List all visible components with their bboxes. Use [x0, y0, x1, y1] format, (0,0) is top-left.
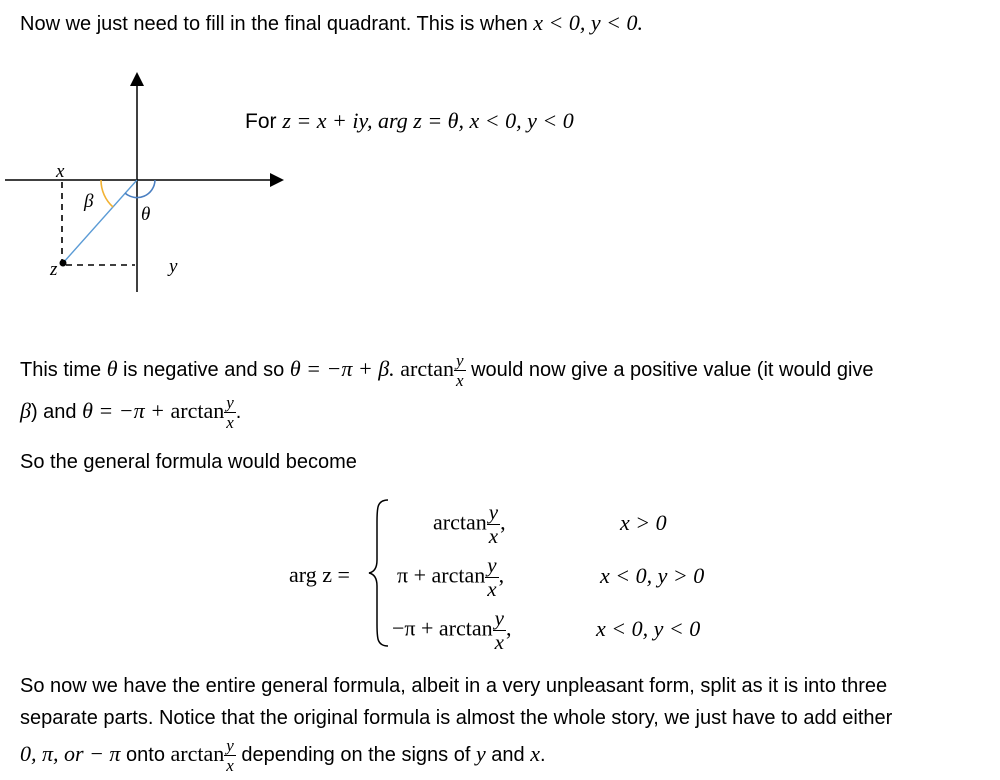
p1-frac2-num: y	[226, 393, 234, 412]
pw-row2-den: x	[487, 577, 497, 601]
pw-row2-fraction	[485, 555, 498, 600]
label-x: x	[56, 161, 65, 182]
pw-label: arg z =	[289, 562, 350, 587]
pw-row2-arctan: arctan	[431, 562, 486, 588]
p1-eq1: θ = −π + β.	[289, 355, 395, 381]
label-theta: θ	[141, 204, 151, 225]
p3-frac-den: x	[226, 756, 234, 775]
pw-row2-prefix: π +	[397, 562, 432, 588]
p1-text-c: would now give a positive value (it would give	[465, 358, 874, 381]
p1-fraction2	[224, 394, 236, 431]
for-lead: For	[245, 110, 283, 133]
p1-line2-end: .	[235, 400, 242, 423]
for-formula: z = x + iy, arg z = θ, x < 0, y < 0	[282, 108, 574, 133]
pw-row1-expr	[433, 502, 506, 547]
piecewise-formula	[0, 490, 1000, 660]
z-line	[63, 180, 137, 263]
p1-text-b: is negative and so	[117, 358, 290, 381]
p1-fraction	[454, 352, 466, 389]
beta-arc	[101, 180, 113, 207]
pw-row2-suffix: ,	[498, 562, 505, 588]
quadrant-diagram	[0, 60, 300, 305]
pw-row1-num: y	[488, 500, 499, 524]
para1-line2	[20, 394, 241, 431]
pw-row1-den: x	[488, 524, 499, 548]
p1-beta: β	[20, 397, 31, 423]
z-point	[60, 260, 67, 267]
pw-row2-num: y	[487, 553, 497, 577]
p1-frac2-den: x	[226, 413, 234, 432]
p1-eq2: θ = −π +	[82, 397, 171, 423]
p2-text: So the general formula would become	[20, 451, 357, 473]
p1-theta: θ	[106, 355, 118, 381]
pw-row3-den: x	[494, 630, 504, 654]
p3-and: and	[485, 743, 531, 766]
p3-frac-num: y	[226, 736, 234, 755]
pw-row1-arctan: arctan	[433, 509, 487, 535]
pw-row2-condition: x < 0, y > 0	[600, 563, 705, 588]
pw-row1-suffix: ,	[500, 509, 506, 535]
para3-line2	[20, 705, 892, 731]
p3-fraction	[224, 737, 236, 774]
intro-text: Now we just need to fill in the final quadrant. This is when	[20, 13, 534, 35]
label-y: y	[169, 256, 178, 277]
p3-text-b: depending on the signs of	[235, 743, 476, 766]
para1-line1	[20, 352, 874, 389]
p1-arctan: arctan	[400, 355, 454, 381]
p3-var-x: x	[530, 740, 540, 766]
p1-text-a: This time	[20, 358, 107, 381]
p1-frac-num: y	[455, 351, 464, 370]
pw-row3-condition: x < 0, y < 0	[596, 616, 701, 641]
pw-row3-arctan: arctan	[438, 615, 493, 641]
for-line	[245, 108, 574, 134]
para3-line3	[20, 737, 546, 774]
label-beta: β	[84, 191, 94, 212]
pw-row2-expr	[397, 555, 504, 600]
pw-row3-num: y	[494, 606, 504, 630]
p3-end: .	[539, 743, 546, 766]
pw-row1-condition: x > 0	[620, 510, 667, 535]
intro-line	[20, 10, 643, 37]
intro-condition: x < 0, y < 0.	[533, 10, 643, 35]
p3-values: 0, π, or − π	[20, 740, 121, 766]
p1-text-d: ) and	[30, 400, 83, 423]
p3-var-y: y	[475, 740, 486, 766]
p3-text-a: onto	[120, 743, 171, 766]
p3-line1: So now we have the entire general formula, albeit in a very unpleasant form, split as it is into three	[20, 675, 888, 697]
pw-row3-prefix: −π +	[392, 615, 439, 641]
p3-arctan: arctan	[170, 740, 225, 766]
para3-line1	[20, 673, 887, 699]
y-axis-arrow	[130, 72, 144, 86]
label-z: z	[50, 259, 58, 280]
p1-arctan2: arctan	[170, 397, 225, 423]
pw-row1-fraction	[487, 502, 500, 547]
para2-line	[20, 449, 357, 475]
pw-row3-fraction	[493, 608, 506, 653]
p3-line2: separate parts. Notice that the original formula is almost the whole story, we just have to add either	[20, 707, 893, 729]
x-axis-arrow	[270, 173, 284, 187]
pw-row3-expr	[392, 608, 511, 653]
pw-row3-suffix: ,	[505, 615, 512, 641]
p1-frac-den: x	[455, 371, 464, 390]
